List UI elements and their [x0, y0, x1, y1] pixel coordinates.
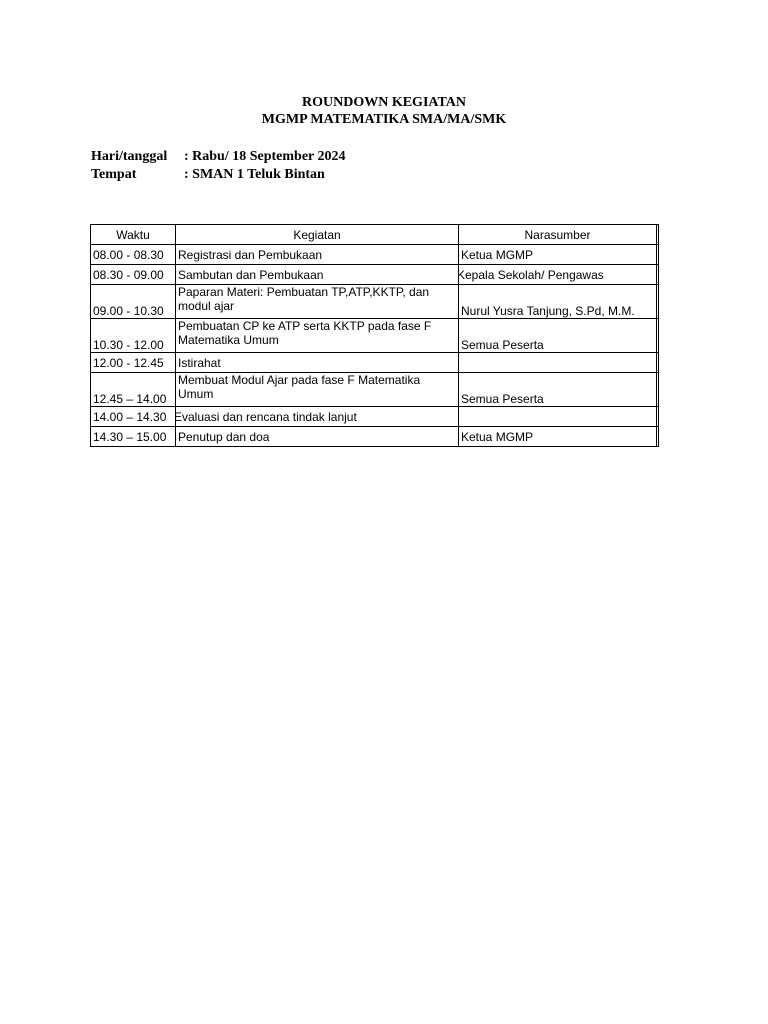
- table-edge-cell: [657, 373, 659, 407]
- info-day-row: [91, 148, 346, 166]
- table-edge-cell: [657, 407, 659, 427]
- table-row: [91, 373, 659, 407]
- table-header-row: [91, 225, 659, 245]
- place-label: Tempat: [91, 167, 137, 182]
- table-edge-cell: [657, 265, 659, 285]
- place-value: : SMAN 1 Teluk Bintan: [184, 167, 325, 182]
- cell-narasumber: [459, 407, 657, 427]
- cell-waktu: 12.45 – 14.00: [91, 373, 176, 407]
- cell-waktu: 12.00 - 12.45: [91, 353, 176, 373]
- cell-kegiatan: Penutup dan doa: [176, 427, 459, 447]
- cell-waktu: 14.00 – 14.30: [91, 407, 176, 427]
- cell-waktu: 10.30 - 12.00: [91, 319, 176, 353]
- cell-narasumber: Kepala Sekolah/ Pengawas: [455, 265, 653, 285]
- table-row: [91, 353, 659, 373]
- cell-narasumber: [459, 353, 657, 373]
- table-row: [91, 265, 659, 285]
- schedule-table: [90, 224, 659, 447]
- document-title: ROUNDOWN KEGIATAN: [302, 95, 466, 110]
- table-row: [91, 245, 659, 265]
- cell-narasumber: Ketua MGMP: [459, 245, 657, 265]
- cell-kegiatan: Evaluasi dan rencana tindak lanjut: [172, 407, 455, 427]
- day-label: Hari/tanggal: [91, 149, 168, 164]
- cell-kegiatan: Paparan Materi: Pembuatan TP,ATP,KKTP, dan modul ajar: [176, 285, 459, 319]
- table-edge-cell: [657, 285, 659, 319]
- header-waktu: Waktu: [91, 225, 176, 245]
- table-row: [91, 407, 659, 427]
- cell-kegiatan: Istirahat: [176, 353, 459, 373]
- table-row: [91, 427, 659, 447]
- table-edge-cell: [657, 427, 659, 447]
- info-place-row: [91, 166, 325, 184]
- cell-narasumber: Semua Peserta: [459, 373, 657, 407]
- cell-waktu: 08.30 - 09.00: [91, 265, 176, 285]
- table-row: [91, 319, 659, 353]
- cell-kegiatan: Membuat Modul Ajar pada fase F Matematika Umum: [176, 373, 459, 407]
- cell-narasumber: Nurul Yusra Tanjung, S.Pd, M.M.: [459, 285, 657, 319]
- day-value: : Rabu/ 18 September 2024: [184, 149, 346, 164]
- table-edge-cell: [657, 245, 659, 265]
- table-edge-column: [657, 225, 659, 245]
- cell-waktu: 14.30 – 15.00: [91, 427, 176, 447]
- header-narasumber: Narasumber: [459, 225, 657, 245]
- cell-waktu: 08.00 - 08.30: [91, 245, 176, 265]
- cell-narasumber: Ketua MGMP: [459, 427, 657, 447]
- cell-kegiatan: Registrasi dan Pembukaan: [176, 245, 459, 265]
- document-subtitle: MGMP MATEMATIKA SMA/MA/SMK: [261, 112, 507, 127]
- cell-waktu: 09.00 - 10.30: [91, 285, 176, 319]
- table-row: [91, 285, 659, 319]
- header-kegiatan: Kegiatan: [176, 225, 459, 245]
- cell-kegiatan: Sambutan dan Pembukaan: [176, 265, 459, 285]
- cell-kegiatan: Pembuatan CP ke ATP serta KKTP pada fase F Matematika Umum: [176, 319, 459, 353]
- cell-narasumber: Semua Peserta: [459, 319, 657, 353]
- table-edge-cell: [657, 319, 659, 353]
- table-edge-cell: [657, 353, 659, 373]
